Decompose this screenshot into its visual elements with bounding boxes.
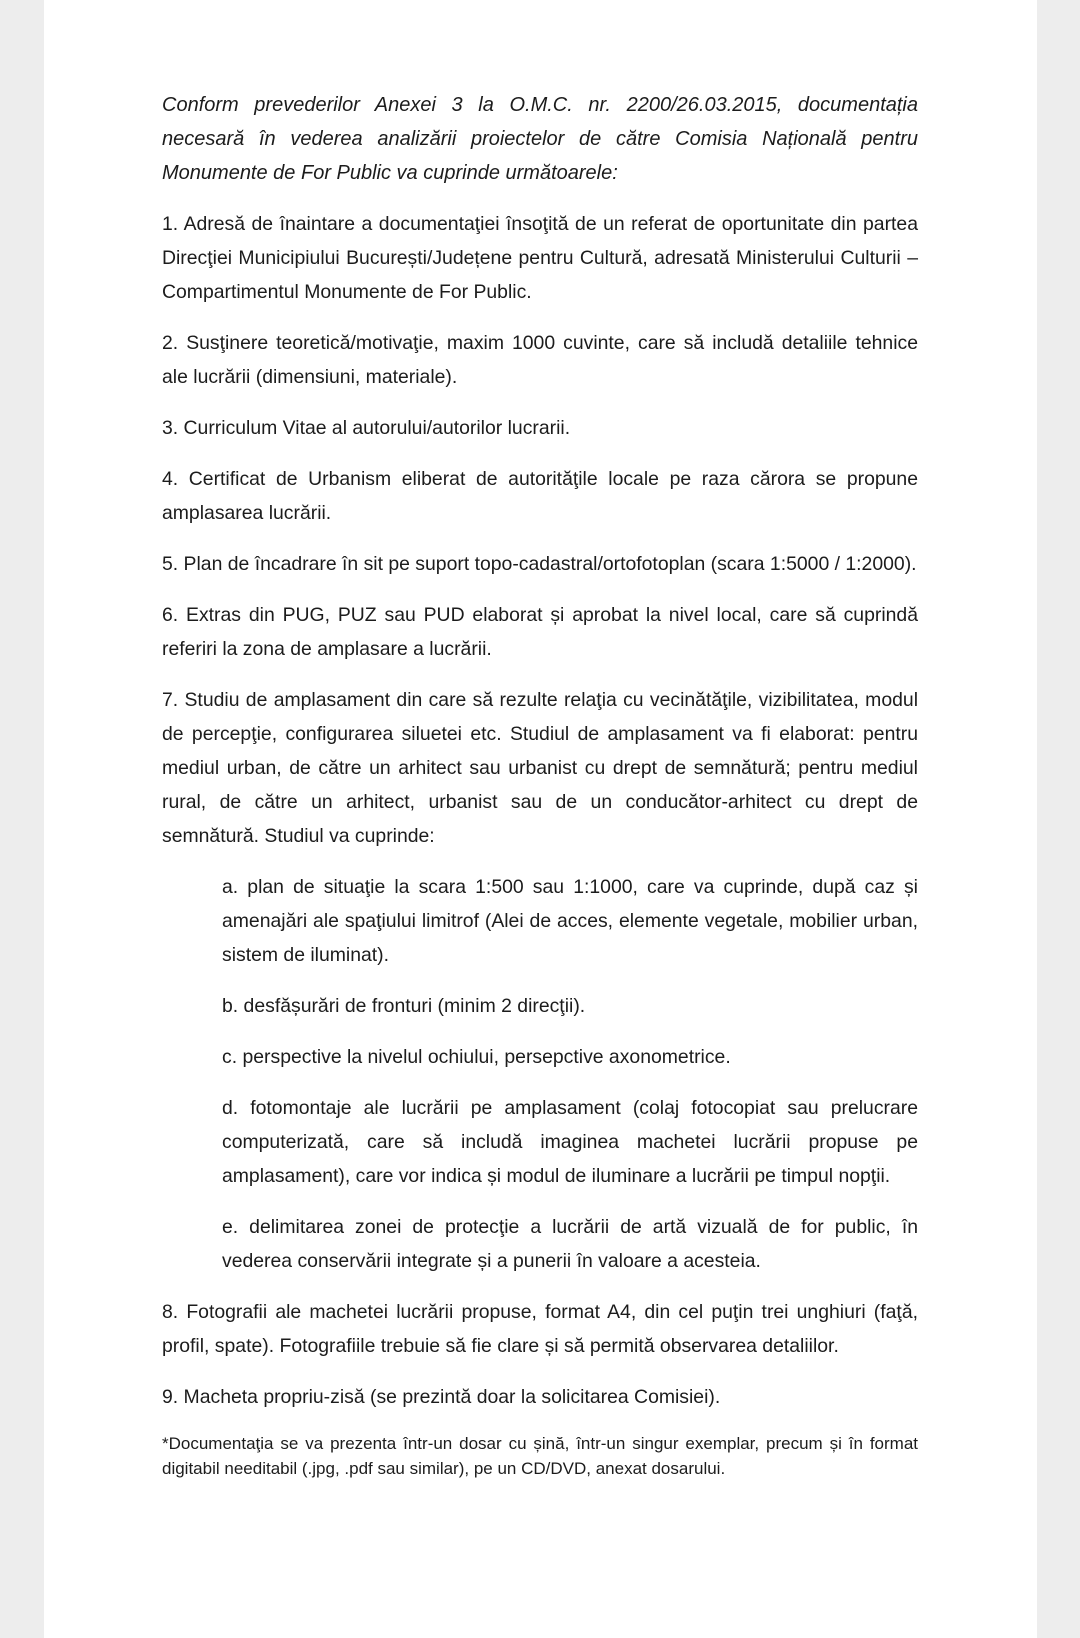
footnote: *Documentaţia se va prezenta într-un dosar cu șină, într-un singur exemplar, precum și în format digitabil needitabil (.jpg, .pdf sau similar), pe un CD/DVD, anexat dosarului. xyxy=(162,1434,918,1478)
sub-list-item: d. fotomontaje ale lucrării pe amplasament (colaj fotocopiat sau prelucrare computerizată, care să includă imaginea machetei lucrării propuse pe amplasament), care vor indica și modul de iluminare a lucrării pe timpul nopţii. xyxy=(222,1097,918,1187)
list-item: 1. Adresă de înaintare a documentaţiei însoţită de un referat de oportunitate din partea Direcţiei Municipiului București/Județene pentru Cultură, adresată Ministerului Culturii – Compartimentul Monumente de For Public. xyxy=(162,213,918,303)
document-content xyxy=(162,88,918,1481)
sub-list-item: c. perspective la nivelul ochiului, persepctive axonometrice. xyxy=(222,1046,731,1068)
list-item: 6. Extras din PUG, PUZ sau PUD elaborat și aprobat la nivel local, care să cuprindă referiri la zona de amplasare a lucrării. xyxy=(162,604,918,660)
sub-list-item: e. delimitarea zonei de protecţie a lucrării de artă vizuală de for public, în vederea conservării integrate și a punerii în valoare a acesteia. xyxy=(222,1216,918,1272)
list-item: 4. Certificat de Urbanism eliberat de autorităţile locale pe raza cărora se propune amplasarea lucrării. xyxy=(162,468,918,524)
sub-list-item: b. desfășurări de fronturi (minim 2 direcţii). xyxy=(222,995,586,1017)
document-page xyxy=(44,0,1037,1638)
list-item: 7. Studiu de amplasament din care să rezulte relaţia cu vecinătăţile, vizibilitatea, modul de percepţie, configurarea siluetei etc. Studiul de amplasament va fi elaborat: pentru mediul urban, de către un arhitect sau urbanist cu drept de semnătură; pentru mediul rural, de către un arhitect, urbanist sau de un conducător-arhitect cu drept de semnătură. Studiul va cuprinde: xyxy=(162,689,918,847)
list-item: 2. Susţinere teoretică/motivaţie, maxim 1000 cuvinte, care să includă detaliile tehnice ale lucrării (dimensiuni, materiale). xyxy=(162,332,918,388)
list-item: 5. Plan de încadrare în sit pe suport topo-cadastral/ortofotoplan (scara 1:5000 / 1:2000). xyxy=(162,553,917,575)
list-item: 3. Curriculum Vitae al autorului/autorilor lucrarii. xyxy=(162,417,571,439)
intro-paragraph: Conform prevederilor Anexei 3 la O.M.C. nr. 2200/26.03.2015, documentația necesară în vederea analizării proiectelor de către Comisia Națională pentru Monumente de For Public va cuprinde următoarele: xyxy=(162,94,918,184)
list-item: 9. Macheta propriu-zisă (se prezintă doar la solicitarea Comisiei). xyxy=(162,1386,721,1408)
sub-list-item: a. plan de situaţie la scara 1:500 sau 1:1000, care va cuprinde, după caz și amenajări ale spaţiului limitrof (Alei de acces, elemente vegetale, mobilier urban, sistem de iluminat). xyxy=(222,876,918,966)
list-item: 8. Fotografii ale machetei lucrării propuse, format A4, din cel puţin trei unghiuri (faţă, profil, spate). Fotografiile trebuie să fie clare și să permită observarea detaliilor. xyxy=(162,1301,918,1357)
